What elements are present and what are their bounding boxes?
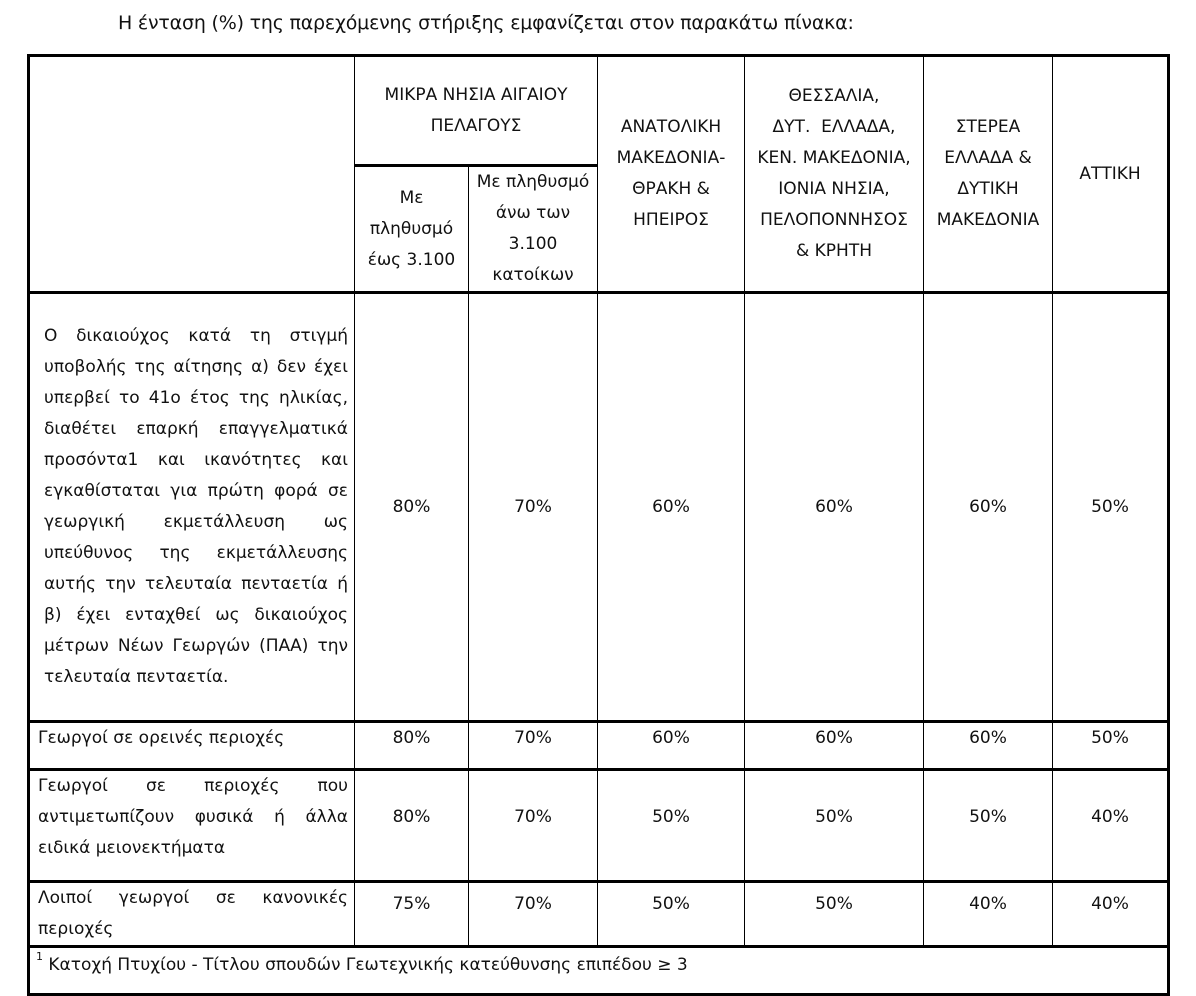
- header-line: ΣΤΕΡΕΑ: [955, 117, 1021, 137]
- row-description: Λοιποί γεωργοί σε κανονικές περιοχές: [29, 882, 355, 947]
- value-cell: 50%: [1053, 293, 1169, 722]
- header-aegean-line1: ΜΙΚΡΑ ΝΗΣΙΑ ΑΙΓΑΙΟΥ: [384, 84, 568, 105]
- footnote-marker: 1: [36, 950, 43, 963]
- table-row: [29, 770, 1169, 882]
- value-cell: 50%: [598, 770, 745, 882]
- value-cell: 70%: [469, 770, 598, 882]
- header-line: ΘΕΣΣΑΛΙΑ,: [788, 86, 880, 106]
- footnote-row: [29, 947, 1169, 995]
- header-line: ΙΟΝΙΑ ΝΗΣΙΑ,: [778, 179, 890, 199]
- table-row: [29, 722, 1169, 770]
- value-cell: 60%: [598, 293, 745, 722]
- header-line: ΚΕΝ. ΜΑΚΕΔΟΝΙΑ,: [757, 148, 911, 168]
- value-cell: 60%: [924, 722, 1053, 770]
- row-description: Ο δικαιούχος κατά τη στιγμή υποβολής της αίτησης α) δεν έχει υπερβεί το 41ο έτος της ηλικίας, διαθέτει επαρκή επαγγελματικά προσόντα1 και ικανότητες και εγκαθίσταται για πρώτη φορά σε γεωργική εκμετάλλευση ως υπεύθυνος της εκμετάλλευσης αυτής την τελευταία πενταετία ή β) έχει ενταχθεί ως δικαιούχος μέτρων Νέων Γεωργών (ΠΑΑ) την τελευταία πενταετία.: [29, 293, 355, 722]
- value-cell: 70%: [469, 722, 598, 770]
- row-description: Γεωργοί σε περιοχές που αντιμετωπίζουν φυσικά ή άλλα ειδικά μειονεκτήματα: [29, 770, 355, 882]
- header-line: έως 3.100: [367, 249, 456, 270]
- header-line: Με: [399, 187, 424, 208]
- value-cell: 60%: [745, 293, 924, 722]
- header-line: κατοίκων: [492, 265, 574, 285]
- value-cell: 50%: [598, 882, 745, 947]
- header-aegean-line2: ΠΕΛΑΓΟΥΣ: [430, 115, 522, 136]
- value-cell: 50%: [924, 770, 1053, 882]
- header-aegean-islands: [355, 56, 598, 166]
- header-line: ΜΑΚΕΔΟΝΙΑ: [936, 210, 1040, 230]
- table-row: [29, 882, 1169, 947]
- header-line: ΠΕΛΟΠΟΝΝΗΣΟΣ: [760, 210, 908, 230]
- table-row: [29, 293, 1169, 722]
- value-cell: 60%: [598, 722, 745, 770]
- value-cell: 75%: [355, 882, 469, 947]
- header-line: ΜΑΚΕΔΟΝΙΑ-: [616, 148, 726, 168]
- value-cell: 60%: [924, 293, 1053, 722]
- value-cell: 50%: [745, 770, 924, 882]
- header-attica: [1053, 56, 1169, 293]
- value-cell: 50%: [745, 882, 924, 947]
- value-cell: 80%: [355, 770, 469, 882]
- header-line: ΑΤΤΙΚΗ: [1079, 163, 1141, 184]
- value-cell: 60%: [745, 722, 924, 770]
- header-line: ΘΡΑΚΗ &: [632, 179, 710, 199]
- value-cell: 70%: [469, 882, 598, 947]
- header-line: πληθυσμό: [369, 218, 454, 239]
- header-line: ΗΠΕΙΡΟΣ: [633, 210, 709, 230]
- header-sterea-west-macedonia: [924, 56, 1053, 293]
- header-line: ΔΥΤΙΚΗ: [957, 179, 1019, 199]
- footnote-text: Κατοχή Πτυχίου - Τίτλου σπουδών Γεωτεχνικής κατεύθυνσης επιπέδου ≥ 3: [48, 955, 688, 975]
- value-cell: 80%: [355, 293, 469, 722]
- row-description: Γεωργοί σε ορεινές περιοχές: [29, 722, 355, 770]
- header-row: [29, 56, 1169, 166]
- header-line: άνω των 3.100: [495, 203, 571, 254]
- value-cell: 40%: [1053, 770, 1169, 882]
- value-cell: 70%: [469, 293, 598, 722]
- header-thessaly-group: [745, 56, 924, 293]
- header-line: & ΚΡΗΤΗ: [795, 241, 872, 261]
- header-population-upto-3100: [355, 166, 469, 293]
- header-east-macedonia-thrace-epirus: [598, 56, 745, 293]
- header-line: ΑΝΑΤΟΛΙΚΗ: [620, 117, 722, 137]
- footnote: [29, 947, 1169, 995]
- value-cell: 40%: [1053, 882, 1169, 947]
- header-line: ΕΛΛΑΔΑ &: [944, 148, 1032, 168]
- header-line: Με πληθυσμό: [476, 172, 590, 192]
- value-cell: 80%: [355, 722, 469, 770]
- header-empty-cell: [29, 56, 355, 293]
- intro-text: Η ένταση (%) της παρεχόμενης στήριξης εμφανίζεται στον παρακάτω πίνακα:: [118, 12, 854, 34]
- header-population-over-3100: [469, 166, 598, 293]
- value-cell: 50%: [1053, 722, 1169, 770]
- header-line: ΔΥΤ. ΕΛΛΑΔΑ,: [772, 117, 896, 137]
- support-intensity-table: [27, 54, 1170, 996]
- value-cell: 40%: [924, 882, 1053, 947]
